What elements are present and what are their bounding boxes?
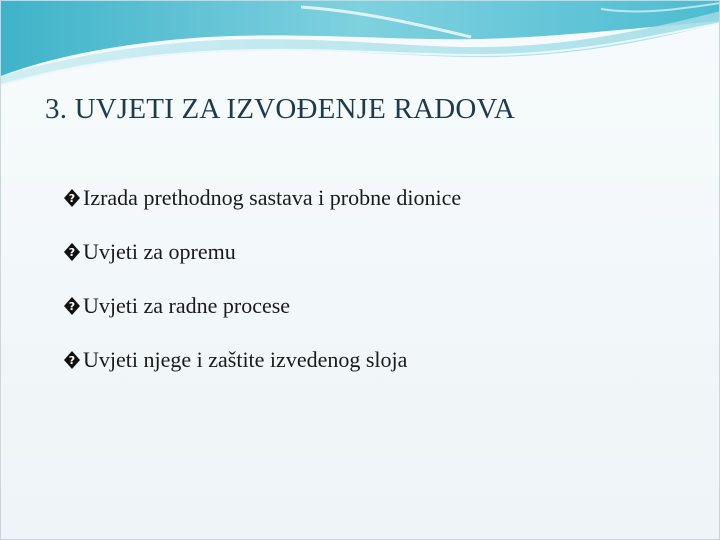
bullet-text: Izrada prethodnog sastava i probne dionice [83,185,462,210]
header-wave-decoration [1,1,720,91]
bullet-item [63,343,461,377]
bullet-text: Uvjeti za opremu [83,239,236,264]
slide-title: 3. UVJETI ZA IZVOĐENJE RADOVA [45,93,516,125]
replacement-char-icon [63,296,81,316]
svg-text:?: ? [68,354,76,367]
bullet-item [63,289,461,323]
bullet-list [63,181,461,397]
bullet-text: Uvjeti za radne procese [83,293,291,318]
bullet-item [63,235,461,269]
replacement-char-icon [63,242,81,262]
svg-text:?: ? [68,246,76,259]
svg-text:?: ? [68,300,76,313]
bullet-item [63,181,461,215]
bullet-text: Uvjeti njege i zaštite izvedenog sloja [83,347,408,372]
replacement-char-icon [63,188,81,208]
svg-text:?: ? [68,192,76,205]
replacement-char-icon [63,350,81,370]
